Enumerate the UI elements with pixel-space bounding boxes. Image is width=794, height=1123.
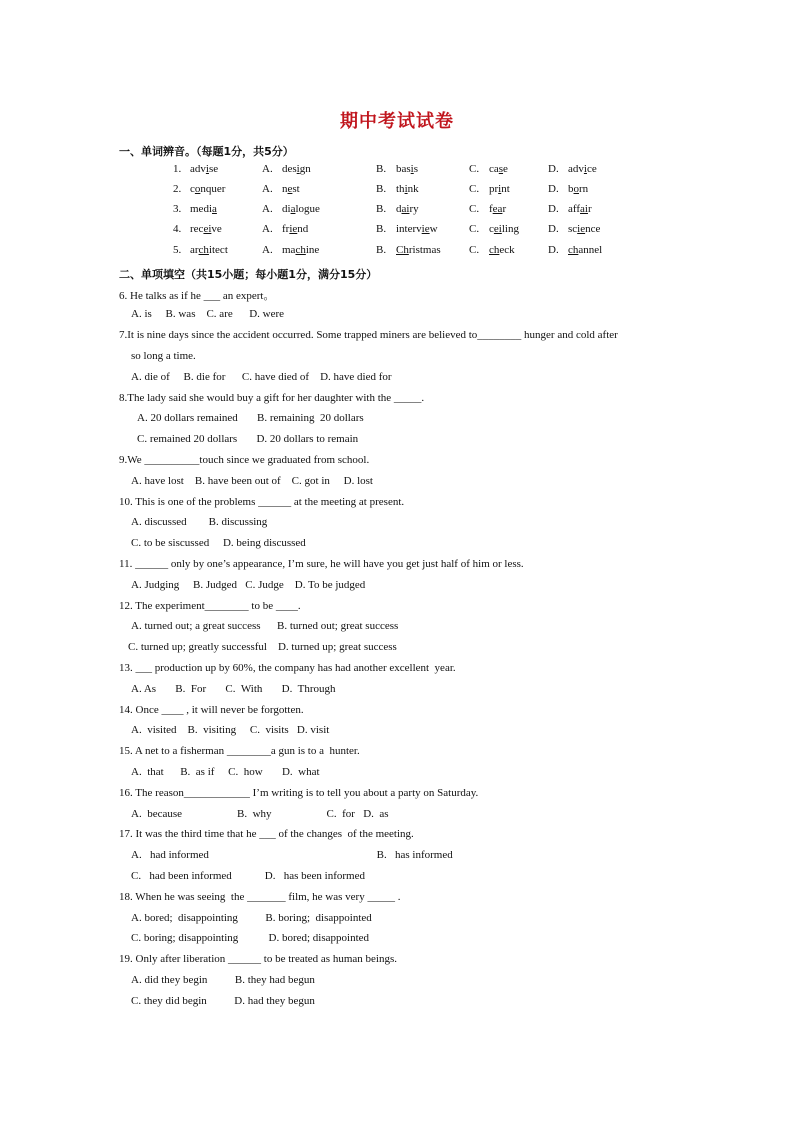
option-letter: B. bbox=[376, 183, 387, 195]
answer-options: C. remained 20 dollars D. 20 dollars to remain bbox=[137, 433, 359, 445]
target-word bbox=[190, 223, 222, 235]
item-number: 4. bbox=[173, 223, 182, 235]
target-word bbox=[190, 244, 228, 256]
word-part: ch bbox=[198, 244, 209, 256]
word-part: ch bbox=[295, 244, 306, 256]
word-part: ch bbox=[568, 244, 579, 256]
option-letter: D. bbox=[548, 223, 559, 235]
option-letter: C. bbox=[469, 244, 480, 256]
word-part: a bbox=[290, 203, 296, 215]
question-text: 11. ______ only by one’s appearance, I’m sure, he will have you get just half of him or less. bbox=[119, 558, 524, 570]
word-part: ca bbox=[489, 163, 499, 175]
question-text: 18. When he was seeing the _______ film, he was very _____ . bbox=[119, 891, 401, 903]
question-text: 10. This is one of the problems ______ at the meeting at present. bbox=[119, 496, 405, 508]
word-part: e bbox=[503, 163, 508, 175]
word-part: r bbox=[587, 203, 592, 215]
question-text: 12. The experiment________ to be ____. bbox=[119, 600, 301, 612]
word-part: ce bbox=[586, 163, 597, 175]
word-part: c bbox=[190, 183, 195, 195]
word-part: e bbox=[287, 183, 293, 195]
word-row bbox=[0, 163, 794, 179]
word-part: c bbox=[489, 223, 494, 235]
option-word bbox=[396, 163, 418, 175]
answer-options: C. boring; disappointing D. bored; disappointed bbox=[131, 932, 370, 944]
word-part: ar bbox=[190, 244, 199, 256]
word-part: se bbox=[208, 163, 219, 175]
item-number: 1. bbox=[173, 163, 182, 175]
word-part: sc bbox=[568, 223, 578, 235]
option-word bbox=[282, 203, 320, 215]
word-part: nt bbox=[501, 183, 510, 195]
word-row bbox=[0, 203, 794, 219]
answer-options: A. did they begin B. they had begun bbox=[131, 974, 315, 986]
question-text: 15. A net to a fisherman ________a gun is to a hunter. bbox=[119, 745, 360, 757]
word-part: ma bbox=[282, 244, 296, 256]
word-part: ine bbox=[305, 244, 320, 256]
question-text: 7.It is nine days since the accident occurred. Some trapped miners are believed to________ hunger and cold after bbox=[119, 329, 618, 341]
word-part: gn bbox=[299, 163, 311, 175]
question-text: 13. ___ production up by 60%, the company has had another excellent year. bbox=[119, 662, 456, 674]
answer-options: C. they did begin D. had they begun bbox=[131, 995, 315, 1007]
question-text: so long a time. bbox=[131, 350, 196, 362]
word-part: rec bbox=[190, 223, 204, 235]
word-part: des bbox=[282, 163, 297, 175]
word-part: ei bbox=[203, 223, 212, 235]
word-part: medi bbox=[190, 203, 212, 215]
option-letter: B. bbox=[376, 223, 387, 235]
answer-options: A. die of B. die for C. have died of D. have died for bbox=[131, 371, 392, 383]
option-word bbox=[568, 244, 602, 256]
option-word bbox=[568, 163, 597, 175]
option-letter: A. bbox=[262, 203, 273, 215]
word-part: s bbox=[498, 163, 504, 175]
option-letter: C. bbox=[469, 163, 480, 175]
word-part: ch bbox=[489, 244, 500, 256]
option-letter: B. bbox=[376, 244, 387, 256]
answer-options: A. because B. why C. for D. as bbox=[131, 808, 389, 820]
option-word bbox=[568, 203, 592, 215]
word-part: ie bbox=[577, 223, 586, 235]
answer-options: A. had informed B. has informed bbox=[131, 849, 453, 861]
option-letter: C. bbox=[469, 203, 480, 215]
word-part: nce bbox=[585, 223, 601, 235]
word-part: s bbox=[413, 163, 419, 175]
word-row bbox=[0, 223, 794, 239]
option-word bbox=[489, 203, 506, 215]
word-part: i bbox=[410, 163, 414, 175]
word-part: nk bbox=[407, 183, 419, 195]
question-text: 17. It was the third time that he ___ of the changes of the meeting. bbox=[119, 828, 414, 840]
question-text: 9.We __________touch since we graduated from school. bbox=[119, 454, 370, 466]
word-part: a bbox=[212, 203, 217, 215]
word-part: i bbox=[583, 163, 587, 175]
word-part: ristmas bbox=[408, 244, 441, 256]
option-word bbox=[489, 183, 510, 195]
word-part: b bbox=[568, 183, 574, 195]
option-letter: B. bbox=[376, 163, 387, 175]
word-part: rn bbox=[579, 183, 589, 195]
answer-options: A. 20 dollars remained B. remaining 20 dollars bbox=[137, 412, 364, 424]
item-number: 2. bbox=[173, 183, 182, 195]
word-part: logue bbox=[295, 203, 320, 215]
word-part: i bbox=[404, 183, 408, 195]
word-part: o bbox=[194, 183, 201, 195]
word-part: bas bbox=[396, 163, 411, 175]
question-text: 6. He talks as if he ___ an expert。 bbox=[119, 290, 275, 302]
word-part: eck bbox=[499, 244, 515, 256]
answer-options: A. discussed B. discussing bbox=[131, 516, 268, 528]
target-word bbox=[190, 203, 217, 215]
word-part: ea bbox=[492, 203, 503, 215]
word-part: itect bbox=[208, 244, 228, 256]
option-word bbox=[282, 163, 311, 175]
option-word bbox=[396, 223, 438, 235]
option-letter: A. bbox=[262, 163, 273, 175]
answer-options: A. Judging B. Judged C. Judge D. To be judged bbox=[131, 579, 366, 591]
item-number: 3. bbox=[173, 203, 182, 215]
word-part: ve bbox=[211, 223, 222, 235]
answer-options: C. turned up; greatly successful D. turned up; great success bbox=[128, 641, 397, 653]
section2-heading: 二、单项填空（共15小题；每小题1分，满分15分） bbox=[119, 268, 378, 281]
word-part: st bbox=[292, 183, 300, 195]
word-part: th bbox=[396, 183, 405, 195]
option-letter: D. bbox=[548, 244, 559, 256]
word-part: interv bbox=[396, 223, 422, 235]
option-word bbox=[282, 244, 319, 256]
word-part: fr bbox=[282, 223, 290, 235]
answer-options: A. is B. was C. are D. were bbox=[131, 308, 285, 320]
word-part: i bbox=[296, 163, 300, 175]
option-word bbox=[396, 244, 441, 256]
option-letter: A. bbox=[262, 183, 273, 195]
option-letter: C. bbox=[469, 183, 480, 195]
option-word bbox=[489, 163, 508, 175]
word-part: annel bbox=[578, 244, 603, 256]
answer-options: A. visited B. visiting C. visits D. visit bbox=[131, 724, 330, 736]
page-title: 期中考试试卷 bbox=[340, 111, 454, 132]
word-part: f bbox=[489, 203, 493, 215]
word-part: i bbox=[498, 183, 502, 195]
option-word bbox=[489, 223, 519, 235]
answer-options: A. that B. as if C. how D. what bbox=[131, 766, 320, 778]
option-word bbox=[282, 183, 300, 195]
word-part: ry bbox=[409, 203, 419, 215]
word-part: r bbox=[502, 203, 507, 215]
option-letter: A. bbox=[262, 244, 273, 256]
option-word bbox=[282, 223, 308, 235]
answer-options: A. As B. For C. With D. Through bbox=[131, 683, 336, 695]
option-letter: B. bbox=[376, 203, 387, 215]
word-part: n bbox=[282, 183, 288, 195]
option-letter: D. bbox=[548, 163, 559, 175]
answer-options: A. turned out; a great success B. turned out; great success bbox=[131, 620, 399, 632]
option-letter: D. bbox=[548, 203, 559, 215]
word-row bbox=[0, 183, 794, 199]
word-part: d bbox=[396, 203, 402, 215]
answer-options: A. have lost B. have been out of C. got in D. lost bbox=[131, 475, 373, 487]
question-text: 8.The lady said she would buy a gift for her daughter with the _____. bbox=[119, 392, 425, 404]
item-number: 5. bbox=[173, 244, 182, 256]
word-part: pr bbox=[489, 183, 499, 195]
answer-options: C. to be siscussed D. being discussed bbox=[131, 537, 306, 549]
option-word bbox=[568, 183, 588, 195]
option-word bbox=[396, 203, 419, 215]
option-word bbox=[396, 183, 419, 195]
word-part: adv bbox=[190, 163, 206, 175]
word-row bbox=[0, 244, 794, 260]
word-part: ie bbox=[289, 223, 298, 235]
word-part: Ch bbox=[396, 244, 409, 256]
word-part: ei bbox=[493, 223, 502, 235]
option-letter: C. bbox=[469, 223, 480, 235]
answer-options: C. had been informed D. has been informed bbox=[131, 870, 365, 882]
target-word bbox=[190, 163, 218, 175]
question-text: 16. The reason____________ I’m writing is to tell you about a party on Saturday. bbox=[119, 787, 479, 799]
option-letter: D. bbox=[548, 183, 559, 195]
word-part: nquer bbox=[200, 183, 226, 195]
word-part: ai bbox=[401, 203, 410, 215]
option-word bbox=[489, 244, 515, 256]
word-part: ie bbox=[421, 223, 430, 235]
word-part: ai bbox=[580, 203, 588, 215]
word-part: di bbox=[282, 203, 291, 215]
word-part: aff bbox=[568, 203, 581, 215]
section1-heading: 一、单词辨音。（每题1分，共5分） bbox=[119, 145, 294, 158]
target-word bbox=[190, 183, 225, 195]
option-word bbox=[568, 223, 600, 235]
word-part: o bbox=[573, 183, 579, 195]
question-text: 14. Once ____ , it will never be forgotten. bbox=[119, 704, 304, 716]
word-part: w bbox=[429, 223, 438, 235]
word-part: nd bbox=[297, 223, 309, 235]
word-part: adv bbox=[568, 163, 584, 175]
option-letter: A. bbox=[262, 223, 273, 235]
answer-options: A. bored; disappointing B. boring; disappointed bbox=[131, 912, 372, 924]
question-text: 19. Only after liberation ______ to be treated as human beings. bbox=[119, 953, 397, 965]
word-part: ling bbox=[501, 223, 519, 235]
word-part: i bbox=[205, 163, 209, 175]
